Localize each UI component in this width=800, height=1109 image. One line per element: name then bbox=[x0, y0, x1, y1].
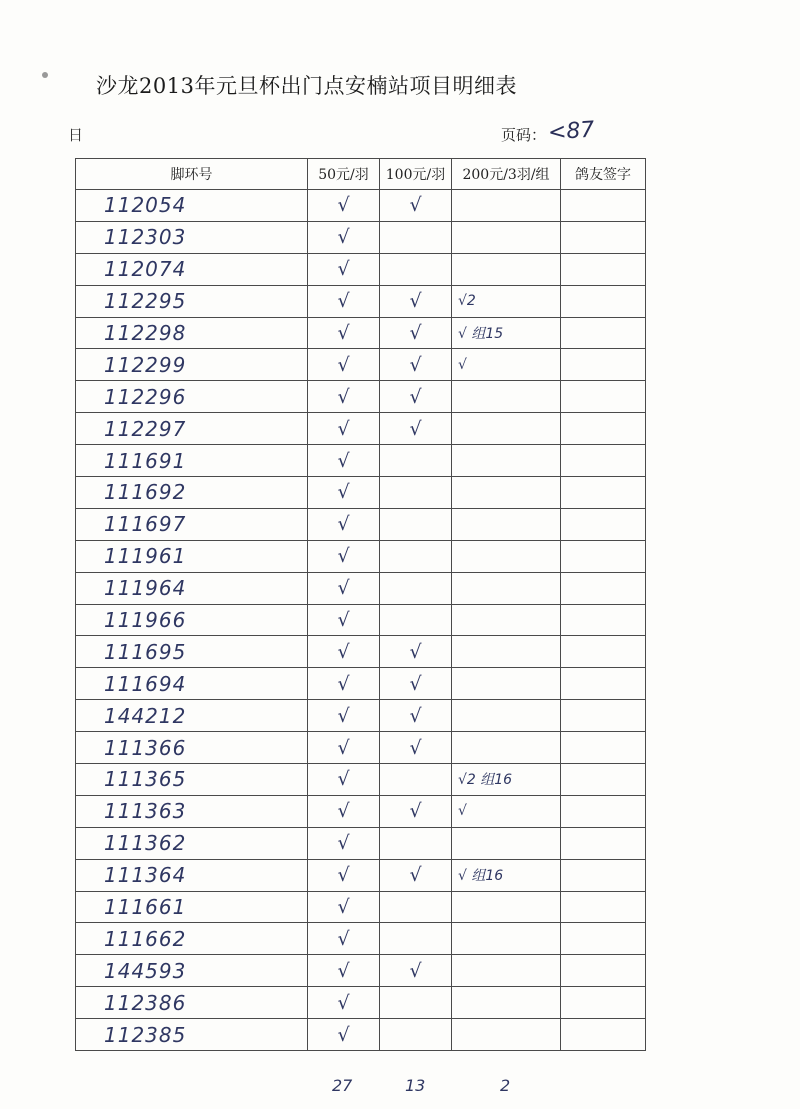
header-signature: 鸽友签字 bbox=[561, 159, 646, 190]
table-row bbox=[76, 477, 646, 509]
check-200-cell: √ 组16 bbox=[452, 859, 561, 891]
check-100-cell bbox=[380, 477, 452, 509]
check-50-cell: √ bbox=[308, 1019, 380, 1051]
table-row bbox=[76, 190, 646, 222]
signature-cell bbox=[561, 923, 646, 955]
ring-number-cell: 144212 bbox=[76, 700, 308, 732]
total-200: 2 bbox=[500, 1076, 511, 1095]
check-100-cell bbox=[380, 540, 452, 572]
check-100-cell: √ bbox=[380, 859, 452, 891]
signature-cell bbox=[561, 859, 646, 891]
check-200-cell bbox=[452, 381, 561, 413]
table-row bbox=[76, 221, 646, 253]
table-row bbox=[76, 636, 646, 668]
ring-number-cell: 111695 bbox=[76, 636, 308, 668]
signature-cell bbox=[561, 508, 646, 540]
check-200-cell: √2 bbox=[452, 285, 561, 317]
check-200-cell bbox=[452, 955, 561, 987]
signature-cell bbox=[561, 253, 646, 285]
ring-number-cell: 112296 bbox=[76, 381, 308, 413]
table-row bbox=[76, 955, 646, 987]
page-number-value: <87 bbox=[547, 117, 596, 146]
signature-cell bbox=[561, 732, 646, 764]
check-50-cell: √ bbox=[308, 572, 380, 604]
ring-number-cell: 111961 bbox=[76, 540, 308, 572]
check-200-cell bbox=[452, 923, 561, 955]
ring-number-cell: 111364 bbox=[76, 859, 308, 891]
check-100-cell bbox=[380, 827, 452, 859]
total-100: 13 bbox=[405, 1076, 426, 1095]
signature-cell bbox=[561, 700, 646, 732]
check-100-cell: √ bbox=[380, 732, 452, 764]
signature-cell bbox=[561, 764, 646, 796]
paper-speck bbox=[42, 72, 48, 78]
signature-cell bbox=[561, 221, 646, 253]
ring-number-cell: 111694 bbox=[76, 668, 308, 700]
ring-number-cell: 144593 bbox=[76, 955, 308, 987]
table-row bbox=[76, 413, 646, 445]
page-number-label: 页码： bbox=[501, 126, 547, 144]
ring-number-cell: 111362 bbox=[76, 827, 308, 859]
signature-cell bbox=[561, 795, 646, 827]
check-200-cell bbox=[452, 253, 561, 285]
check-50-cell: √ bbox=[308, 477, 380, 509]
ring-number-cell: 111697 bbox=[76, 508, 308, 540]
check-50-cell: √ bbox=[308, 190, 380, 222]
header-100: 100元/羽 bbox=[380, 159, 452, 190]
signature-cell bbox=[561, 477, 646, 509]
check-100-cell: √ bbox=[380, 955, 452, 987]
signature-cell bbox=[561, 317, 646, 349]
header-ring: 脚环号 bbox=[76, 159, 308, 190]
check-100-cell bbox=[380, 445, 452, 477]
check-100-cell bbox=[380, 987, 452, 1019]
header-row bbox=[76, 159, 646, 190]
check-100-cell bbox=[380, 891, 452, 923]
signature-cell bbox=[561, 955, 646, 987]
check-100-cell: √ bbox=[380, 795, 452, 827]
check-200-cell bbox=[452, 445, 561, 477]
check-100-cell: √ bbox=[380, 349, 452, 381]
table-row bbox=[76, 923, 646, 955]
signature-cell bbox=[561, 349, 646, 381]
table-row bbox=[76, 859, 646, 891]
header-50: 50元/羽 bbox=[308, 159, 380, 190]
check-100-cell bbox=[380, 572, 452, 604]
check-100-cell: √ bbox=[380, 413, 452, 445]
check-100-cell bbox=[380, 221, 452, 253]
ring-number-cell: 111692 bbox=[76, 477, 308, 509]
table-row bbox=[76, 349, 646, 381]
signature-cell bbox=[561, 987, 646, 1019]
check-200-cell: √ 组15 bbox=[452, 317, 561, 349]
check-50-cell: √ bbox=[308, 732, 380, 764]
check-100-cell bbox=[380, 923, 452, 955]
ring-number-cell: 111365 bbox=[76, 764, 308, 796]
check-100-cell: √ bbox=[380, 190, 452, 222]
table-row bbox=[76, 572, 646, 604]
ring-number-cell: 111363 bbox=[76, 795, 308, 827]
table-row bbox=[76, 317, 646, 349]
check-100-cell: √ bbox=[380, 317, 452, 349]
check-200-cell: √2 组16 bbox=[452, 764, 561, 796]
ring-number-cell: 112385 bbox=[76, 1019, 308, 1051]
ring-number-cell: 111964 bbox=[76, 572, 308, 604]
check-200-cell bbox=[452, 540, 561, 572]
check-50-cell: √ bbox=[308, 987, 380, 1019]
signature-cell bbox=[561, 381, 646, 413]
check-100-cell bbox=[380, 508, 452, 540]
ring-number-cell: 111661 bbox=[76, 891, 308, 923]
check-200-cell bbox=[452, 732, 561, 764]
ring-number-cell: 112295 bbox=[76, 285, 308, 317]
signature-cell bbox=[561, 891, 646, 923]
check-50-cell: √ bbox=[308, 795, 380, 827]
table-row bbox=[76, 795, 646, 827]
table-row bbox=[76, 668, 646, 700]
signature-cell bbox=[561, 190, 646, 222]
table-row bbox=[76, 540, 646, 572]
check-100-cell bbox=[380, 253, 452, 285]
header-200: 200元/3羽/组 bbox=[452, 159, 561, 190]
check-200-cell bbox=[452, 572, 561, 604]
check-200-cell bbox=[452, 221, 561, 253]
signature-cell bbox=[561, 636, 646, 668]
check-50-cell: √ bbox=[308, 381, 380, 413]
check-50-cell: √ bbox=[308, 604, 380, 636]
ring-number-cell: 112298 bbox=[76, 317, 308, 349]
check-200-cell: √ bbox=[452, 795, 561, 827]
ring-number-cell: 112299 bbox=[76, 349, 308, 381]
ring-number-cell: 112074 bbox=[76, 253, 308, 285]
check-100-cell: √ bbox=[380, 285, 452, 317]
check-100-cell bbox=[380, 764, 452, 796]
table-row bbox=[76, 700, 646, 732]
check-50-cell: √ bbox=[308, 700, 380, 732]
check-200-cell bbox=[452, 987, 561, 1019]
check-200-cell: √ bbox=[452, 349, 561, 381]
signature-cell bbox=[561, 445, 646, 477]
check-100-cell: √ bbox=[380, 636, 452, 668]
ring-number-cell: 111366 bbox=[76, 732, 308, 764]
ring-number-cell: 111691 bbox=[76, 445, 308, 477]
check-200-cell bbox=[452, 1019, 561, 1051]
check-200-cell bbox=[452, 700, 561, 732]
check-50-cell: √ bbox=[308, 891, 380, 923]
signature-cell bbox=[561, 1019, 646, 1051]
check-50-cell: √ bbox=[308, 413, 380, 445]
table-row bbox=[76, 253, 646, 285]
signature-cell bbox=[561, 827, 646, 859]
check-200-cell bbox=[452, 190, 561, 222]
table-row bbox=[76, 732, 646, 764]
check-200-cell bbox=[452, 413, 561, 445]
check-200-cell bbox=[452, 827, 561, 859]
check-50-cell: √ bbox=[308, 859, 380, 891]
check-50-cell: √ bbox=[308, 764, 380, 796]
table-row bbox=[76, 1019, 646, 1051]
signature-cell bbox=[561, 413, 646, 445]
check-50-cell: √ bbox=[308, 445, 380, 477]
table-row bbox=[76, 604, 646, 636]
check-50-cell: √ bbox=[308, 317, 380, 349]
table-row bbox=[76, 285, 646, 317]
check-100-cell: √ bbox=[380, 700, 452, 732]
page-title: 沙龙2013年元旦杯出门点安楠站项目明细表 bbox=[96, 74, 517, 98]
check-50-cell: √ bbox=[308, 827, 380, 859]
check-200-cell bbox=[452, 636, 561, 668]
check-50-cell: √ bbox=[308, 540, 380, 572]
check-200-cell bbox=[452, 508, 561, 540]
check-50-cell: √ bbox=[308, 668, 380, 700]
check-100-cell bbox=[380, 1019, 452, 1051]
signature-cell bbox=[561, 285, 646, 317]
side-mark: 日 bbox=[68, 126, 84, 144]
table-row bbox=[76, 508, 646, 540]
check-50-cell: √ bbox=[308, 955, 380, 987]
total-50: 27 bbox=[332, 1076, 353, 1095]
check-200-cell bbox=[452, 668, 561, 700]
signature-cell bbox=[561, 572, 646, 604]
table-row bbox=[76, 827, 646, 859]
ring-number-cell: 112054 bbox=[76, 190, 308, 222]
check-50-cell: √ bbox=[308, 508, 380, 540]
check-50-cell: √ bbox=[308, 923, 380, 955]
check-50-cell: √ bbox=[308, 253, 380, 285]
check-100-cell bbox=[380, 604, 452, 636]
signature-cell bbox=[561, 540, 646, 572]
check-200-cell bbox=[452, 477, 561, 509]
check-200-cell bbox=[452, 604, 561, 636]
signature-cell bbox=[561, 604, 646, 636]
ring-number-cell: 112303 bbox=[76, 221, 308, 253]
table-row bbox=[76, 987, 646, 1019]
check-100-cell: √ bbox=[380, 668, 452, 700]
check-100-cell: √ bbox=[380, 381, 452, 413]
check-50-cell: √ bbox=[308, 221, 380, 253]
signature-cell bbox=[561, 668, 646, 700]
table-row bbox=[76, 764, 646, 796]
table-row bbox=[76, 445, 646, 477]
check-50-cell: √ bbox=[308, 285, 380, 317]
check-200-cell bbox=[452, 891, 561, 923]
ring-number-cell: 112386 bbox=[76, 987, 308, 1019]
table-row bbox=[76, 381, 646, 413]
check-50-cell: √ bbox=[308, 636, 380, 668]
registration-table bbox=[75, 158, 646, 1051]
table-row bbox=[76, 891, 646, 923]
ring-number-cell: 112297 bbox=[76, 413, 308, 445]
check-50-cell: √ bbox=[308, 349, 380, 381]
ring-number-cell: 111662 bbox=[76, 923, 308, 955]
ring-number-cell: 111966 bbox=[76, 604, 308, 636]
